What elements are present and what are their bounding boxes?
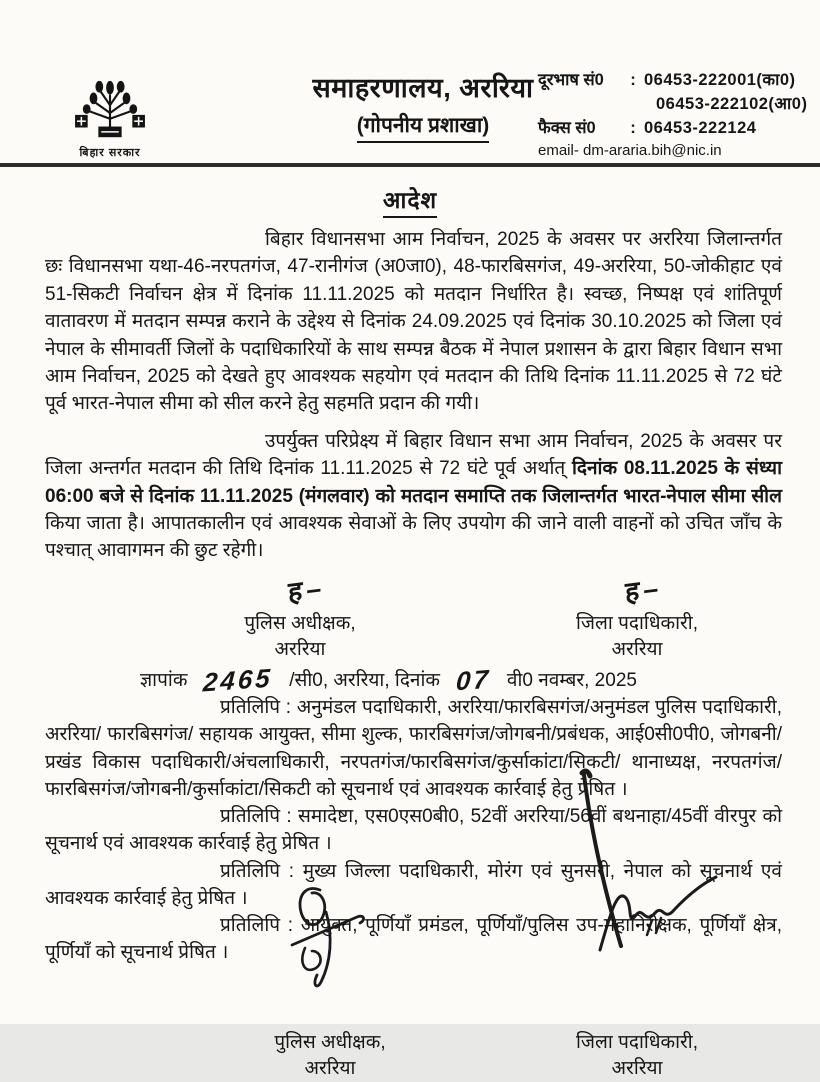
bottom-signature-row [45,1002,782,1082]
memo-number-line [140,662,782,698]
memo-tail: वी0 नवम्बर, 2025 [506,669,637,691]
dm-bottom-place: अररिया [611,1058,663,1080]
phone-label: दूरभाष सं0 [538,71,604,89]
copy-paragraph-3: प्रतिलिपि : मुख्य जिल्ला पदाधिकारी, मोरंग एवं सुनसरी, नेपाल को सूचनार्थ एवं आवश्यक कार्रवाई हेतु प्रेषित । [45,860,782,909]
sp-bottom-place: अररिया [304,1058,356,1080]
sp-bottom-signature-block [260,1030,400,1082]
paragraph-2-text-end: किया जाता है। आपातकालीन एवं आवश्यक सेवाओं के लिए उपयोग की जाने वाली वाहनों को उचित जाँच के पश्चात् आवागमन की छुट रहेगी। [45,513,782,562]
memo-day-handwritten: 07 [455,663,492,697]
paragraph-1: बिहार विधानसभा आम निर्वाचन, 2025 के अवसर पर अररिया जिलान्तर्गत छः विधानसभा यथा-46-नरपतगंज, 47-रानीगंज (अ0जा0), 48-फारबिसगंज, 49-अररिया, 50-जोकीहाट एवं 51-सिकटी निर्वाचन क्षेत्र में दिनांक 11.11.2025 को मतदान निर्धारित है। स्वच्छ, निष्पक्ष एवं शांतिपूर्ण वातावरण में मतदान सम्पन्न कराने के उद्देश्य से दिनांक 24.09.2025 एवं दिनांक 30.10.2025 को जिला एवं नेपाल के सीमावर्ती जिलों के पदाधिकारियों के साथ सम्पन्न बैठक में नेपाल प्रशासन के द्वारा बिहार विधान सभा आम निर्वाचन, 2025 को देखते हुए आवश्यक सहयोग एवं मतदान की तिथि दिनांक 11.11.2025 से 72 घंटे पूर्व भारत-नेपाल सीमा को सील करने हेतु सहमति प्रदान की गयी। [45,229,782,415]
copy-paragraph-2: प्रतिलिपि : समादेष्टा, एस0एस0बी0, 52वीं अररिया/56वीं बथनाहा/45वीं वीरपुर को सूचनार्थ एवं आवश्यक कार्रवाई हेतु प्रेषित । [45,806,782,855]
copy-paragraph-1: प्रतिलिपि : अनुमंडल पदाधिकारी, अररिया/फारबिसगंज/अनुमंडल पुलिस पदाधिकारी, अररिया/ फारबिसगंज/ सहायक आयुक्त, सीमा शुल्क, फारबिसगंज/जोगबनी/प्रबंधक, आई0सी0पी0, जोगबनी/ प्रखंड विकास पदाधिकारी/अंचलाधिकारी, नरपतगंज/फारबिसगंज/कुर्साकांटा/सिकटी/ थानाध्यक्ष, नरपतगंज/फारबिसगंज/जोगबनी/कुर्साकांटा/सिकटी को सूचनार्थ एवं आवश्यक कार्रवाई हेतु प्रेषित । [45,697,782,800]
bihar-govt-emblem-icon [64,78,156,160]
fax-label: फैक्स सं0 [538,119,596,137]
fax-colon: : [630,119,636,137]
sp-place: अररिया [274,638,326,660]
paragraph-2 [45,428,782,565]
sp-signature-block [230,572,370,663]
dm-bottom-signature-block [567,1030,707,1082]
phone-row [538,68,816,92]
letterhead-divider [0,163,820,167]
office-block [288,68,558,143]
emblem-caption: बिहार सरकार [79,147,141,159]
dm-signature-mark: ह– [624,572,663,608]
fax-row [538,116,816,140]
contact-block [538,68,816,162]
dm-place: अररिया [611,638,663,660]
order-title: आदेश [383,183,437,218]
emblem-tree-icon [71,78,149,144]
memo-number-handwritten: 2465 [202,662,275,698]
mid-signature-row [45,572,782,663]
order-body [45,226,782,1082]
paragraph-2-bold-text: दिनांक 08.11.2025 के संध्या 06:00 बजे से दिनांक 11.11.2025 (मंगलवार) को मतदान समाप्ति तक जिलान्तर्गत भारत-नेपाल सीमा सील [45,458,782,507]
phone-number-1: 06453-222001(का0) [644,71,796,89]
title-row [0,183,820,218]
branch-name: (गोपनीय प्रशाखा) [357,111,490,143]
memo-label: ज्ञापांक [140,669,188,691]
paragraph-2-text: उपर्युक्त परिप्रेक्ष्य में बिहार विधान सभा आम निर्वाचन, 2025 के अवसर पर जिला अन्तर्गत मतदान की तिथि दिनांक 11.11.2025 से 72 घंटे पूर्व अर्थात् [45,430,782,480]
office-name: समाहरणालय, अररिया [312,73,534,103]
letterhead [0,66,820,163]
dm-signature-block [567,572,707,663]
dm-bottom-designation: जिला पदाधिकारी, [576,1032,698,1054]
phone-row-2 [538,92,816,116]
fax-number: 06453-222124 [644,119,757,137]
sp-signature-mark: ह– [287,572,326,608]
copy-paragraph-4: प्रतिलिपि : आयुक्त, पूर्णियाँ प्रमंडल, पूर्णियाँ/पुलिस उप-महानिरीक्षक, पूर्णियाँ क्षेत्र, पूर्णियाँ को सूचनार्थ प्रेषित । [45,914,782,964]
dm-designation: जिला पदाधिकारी, [576,612,698,634]
phone-number-2: 06453-222102(आ0) [656,95,808,113]
memo-middle: /सी0, अररिया, दिनांक [289,669,440,691]
sp-designation: पुलिस अधीक्षक, [244,612,356,634]
email-address: email- dm-araria.bih@nic.in [538,142,722,159]
sp-bottom-designation: पुलिस अधीक्षक, [274,1032,386,1054]
phone-colon: : [630,71,636,89]
